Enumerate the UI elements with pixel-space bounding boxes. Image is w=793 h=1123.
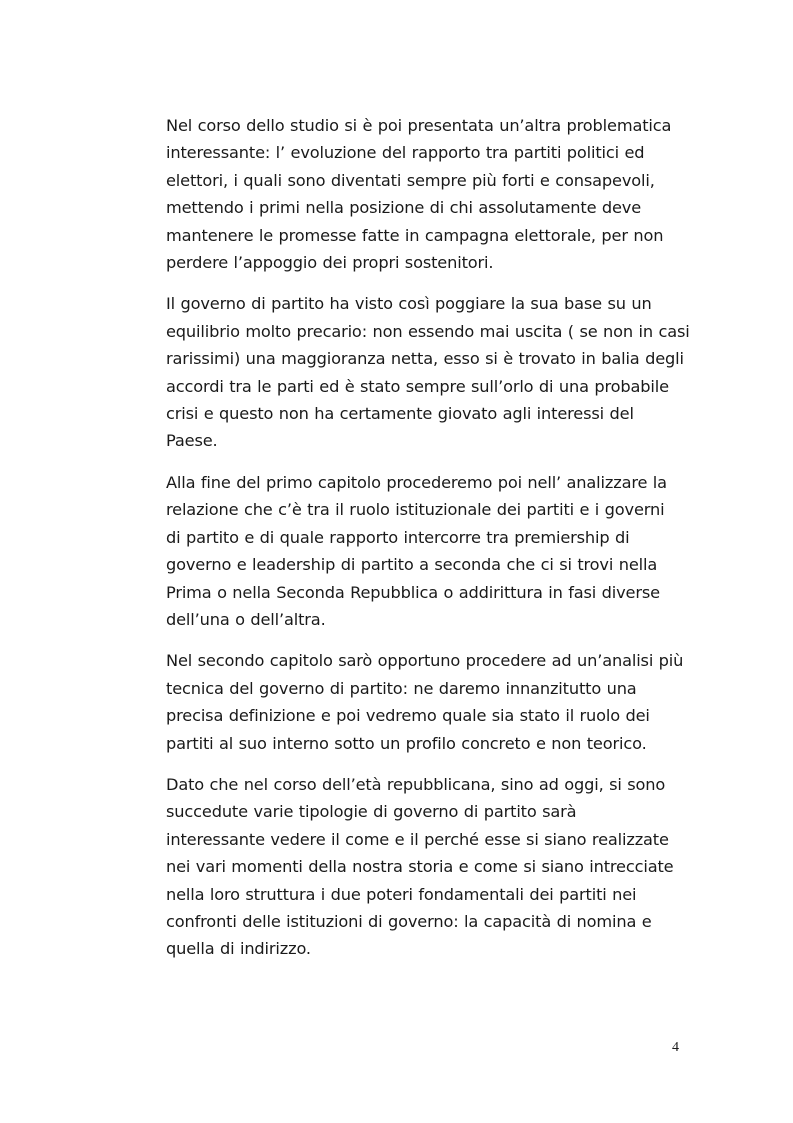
text-line: succedute varie tipologie di governo di partito sarà: [166, 802, 577, 822]
body-text: [166, 112, 702, 977]
page-number: 4: [672, 1040, 679, 1055]
text-line: confronti delle istituzioni di governo: la capacità di nomina e: [166, 911, 652, 931]
text-line: governo e leadership di partito a seconda che ci si trovi nella: [166, 555, 658, 575]
text-line: rarissimi) una maggioranza netta, esso si è trovato in balia degli: [166, 349, 684, 369]
paragraph: [166, 647, 702, 757]
paragraph: [166, 771, 702, 963]
text-line: elettori, i quali sono diventati sempre più forti e consapevoli,: [166, 170, 655, 190]
text-line: di partito e di quale rapporto intercorre tra premiership di: [166, 527, 630, 547]
text-line: precisa definizione e poi vedremo quale sia stato il ruolo dei: [166, 706, 650, 726]
text-line: crisi e questo non ha certamente giovato agli interessi del: [166, 404, 634, 424]
text-line: Alla fine del primo capitolo procederemo poi nell’ analizzare la: [166, 472, 667, 492]
text-line: accordi tra le parti ed è stato sempre sull’orlo di una probabile: [166, 376, 669, 396]
text-line: dell’una o dell’altra.: [166, 609, 326, 629]
text-line: quella di indirizzo.: [166, 939, 311, 959]
paragraph: [166, 290, 702, 454]
text-line: Il governo di partito ha visto così poggiare la sua base su un: [166, 294, 652, 314]
text-line: interessante: l’ evoluzione del rapporto tra partiti politici ed: [166, 143, 645, 163]
text-line: nella loro struttura i due poteri fondamentali dei partiti nei: [166, 884, 637, 904]
text-line: Nel corso dello studio si è poi presentata un’altra problematica: [166, 116, 672, 135]
text-line: equilibrio molto precario: non essendo mai uscita ( se non in casi: [166, 321, 690, 341]
text-line: tecnica del governo di partito: ne daremo innanzitutto una: [166, 678, 637, 698]
text-line: Paese.: [166, 431, 218, 451]
text-line: partiti al suo interno sotto un profilo concreto e non teorico.: [166, 733, 647, 753]
text-line: nei vari momenti della nostra storia e come si siano intrecciate: [166, 857, 674, 877]
paragraph: [166, 112, 702, 276]
paragraph: [166, 469, 702, 633]
text-line: relazione che c’è tra il ruolo istituzionale dei partiti e i governi: [166, 500, 665, 520]
text-line: mantenere le promesse fatte in campagna elettorale, per non: [166, 225, 664, 245]
text-line: Dato che nel corso dell’età repubblicana, sino ad oggi, si sono: [166, 774, 666, 794]
text-line: mettendo i primi nella posizione di chi assolutamente deve: [166, 198, 642, 218]
text-line: perdere l’appoggio dei propri sostenitori.: [166, 253, 494, 273]
text-line: interessante vedere il come e il perché esse si siano realizzate: [166, 829, 669, 849]
text-line: Nel secondo capitolo sarò opportuno procedere ad un’analisi più: [166, 651, 684, 671]
text-line: Prima o nella Seconda Repubblica o addirittura in fasi diverse: [166, 582, 660, 602]
